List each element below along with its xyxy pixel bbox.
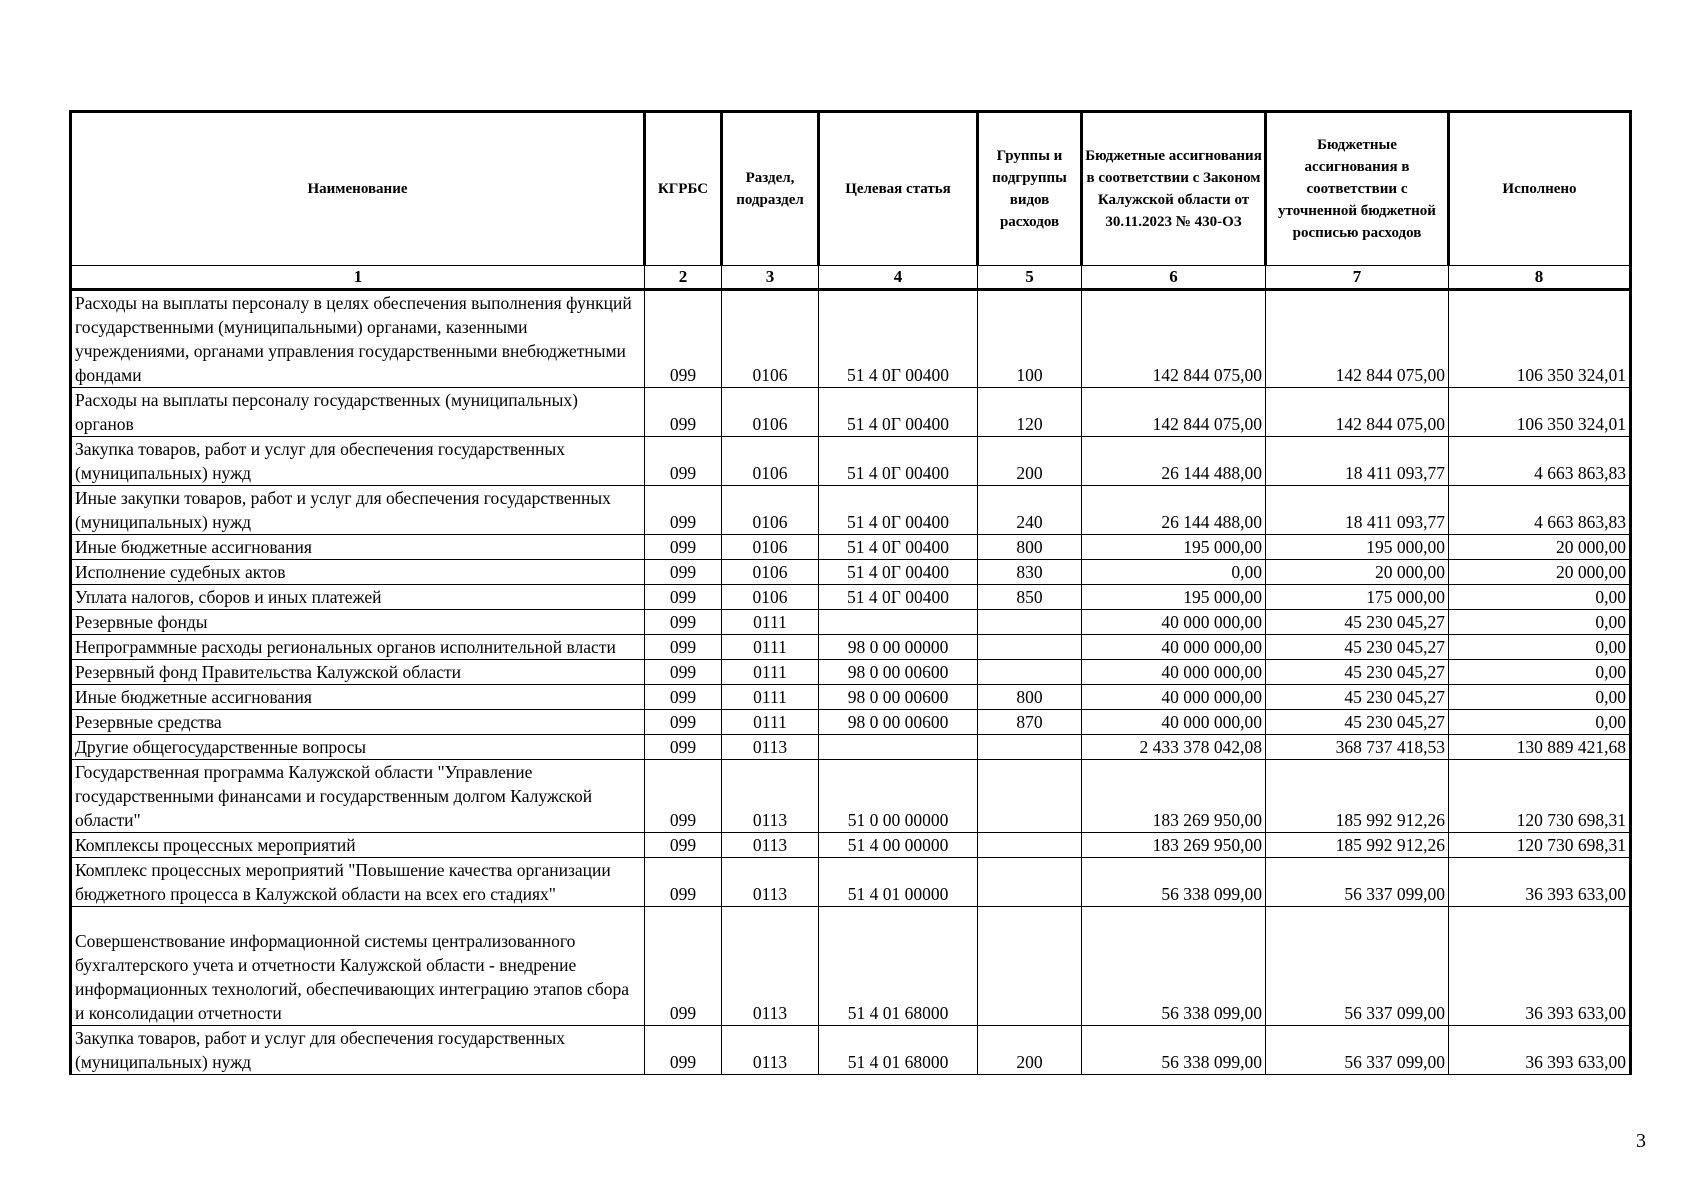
row-law-amount: 40 000 000,00: [1082, 710, 1266, 735]
row-executed-amount: 106 350 324,01: [1449, 290, 1631, 388]
row-law-amount: 40 000 000,00: [1082, 685, 1266, 710]
row-section: 0106: [722, 585, 819, 610]
row-section: 0113: [722, 858, 819, 907]
table-row: [71, 486, 1631, 535]
row-kgrbs: 099: [645, 610, 722, 635]
table-row: [71, 833, 1631, 858]
row-executed-amount: 36 393 633,00: [1449, 907, 1631, 1026]
row-executed-amount: 0,00: [1449, 585, 1631, 610]
header-target: Целевая статья: [819, 112, 978, 266]
row-section: 0106: [722, 388, 819, 437]
table-row: [71, 560, 1631, 585]
row-name: Расходы на выплаты персоналу в целях обеспечения выполнения функций государственными (муниципальными) органами, казенными учреждениями, органами управления государственными внебюджетными фондами: [71, 290, 645, 388]
row-section: 0106: [722, 290, 819, 388]
row-group: 830: [978, 560, 1082, 585]
header-row: [71, 112, 1631, 266]
row-law-amount: 0,00: [1082, 560, 1266, 585]
row-name: Непрограммные расходы региональных органов исполнительной власти: [71, 635, 645, 660]
row-executed-amount: 4 663 863,83: [1449, 486, 1631, 535]
row-law-amount: 2 433 378 042,08: [1082, 735, 1266, 760]
row-refined-amount: 142 844 075,00: [1266, 290, 1449, 388]
table-row: [71, 585, 1631, 610]
row-target: 51 4 01 68000: [819, 1026, 978, 1075]
row-group: 850: [978, 585, 1082, 610]
row-law-amount: 40 000 000,00: [1082, 610, 1266, 635]
row-kgrbs: 099: [645, 710, 722, 735]
row-law-amount: 142 844 075,00: [1082, 388, 1266, 437]
header-law: Бюджетные ассигнования в соответствии с Законом Калужской области от 30.11.2023 № 430-ОЗ: [1082, 112, 1266, 266]
column-number-row: [71, 266, 1631, 290]
table-body: [71, 290, 1631, 1075]
row-refined-amount: 18 411 093,77: [1266, 486, 1449, 535]
row-kgrbs: 099: [645, 535, 722, 560]
column-number: 1: [71, 266, 645, 290]
row-kgrbs: 099: [645, 760, 722, 833]
row-executed-amount: 120 730 698,31: [1449, 760, 1631, 833]
row-name: Расходы на выплаты персоналу государственных (муниципальных) органов: [71, 388, 645, 437]
row-name: Иные бюджетные ассигнования: [71, 685, 645, 710]
row-section: 0111: [722, 610, 819, 635]
row-section: 0106: [722, 535, 819, 560]
table-row: [71, 685, 1631, 710]
column-number: 3: [722, 266, 819, 290]
row-name: Исполнение судебных актов: [71, 560, 645, 585]
table-row: [71, 907, 1631, 1026]
row-refined-amount: 142 844 075,00: [1266, 388, 1449, 437]
row-target: 51 4 0Г 00400: [819, 437, 978, 486]
row-group: [978, 635, 1082, 660]
table-row: [71, 710, 1631, 735]
row-executed-amount: 0,00: [1449, 660, 1631, 685]
row-group: [978, 610, 1082, 635]
header-executed: Исполнено: [1449, 112, 1631, 266]
row-refined-amount: 45 230 045,27: [1266, 710, 1449, 735]
row-target: 98 0 00 00000: [819, 635, 978, 660]
row-group: 120: [978, 388, 1082, 437]
row-executed-amount: 0,00: [1449, 635, 1631, 660]
row-law-amount: 195 000,00: [1082, 585, 1266, 610]
row-name: Уплата налогов, сборов и иных платежей: [71, 585, 645, 610]
table-row: [71, 290, 1631, 388]
row-kgrbs: 099: [645, 858, 722, 907]
row-law-amount: 40 000 000,00: [1082, 635, 1266, 660]
row-refined-amount: 368 737 418,53: [1266, 735, 1449, 760]
row-name: Иные закупки товаров, работ и услуг для обеспечения государственных (муниципальных) нужд: [71, 486, 645, 535]
row-refined-amount: 56 337 099,00: [1266, 1026, 1449, 1075]
row-executed-amount: 0,00: [1449, 610, 1631, 635]
row-law-amount: 26 144 488,00: [1082, 486, 1266, 535]
table-row: [71, 535, 1631, 560]
row-refined-amount: 56 337 099,00: [1266, 907, 1449, 1026]
row-law-amount: 40 000 000,00: [1082, 660, 1266, 685]
row-executed-amount: 20 000,00: [1449, 535, 1631, 560]
row-executed-amount: 20 000,00: [1449, 560, 1631, 585]
row-section: 0106: [722, 560, 819, 585]
row-group: 240: [978, 486, 1082, 535]
column-number: 4: [819, 266, 978, 290]
row-group: [978, 907, 1082, 1026]
table-row: [71, 760, 1631, 833]
row-refined-amount: 56 337 099,00: [1266, 858, 1449, 907]
row-name: Резервные фонды: [71, 610, 645, 635]
row-executed-amount: 0,00: [1449, 685, 1631, 710]
row-name: Другие общегосударственные вопросы: [71, 735, 645, 760]
row-executed-amount: 36 393 633,00: [1449, 858, 1631, 907]
row-kgrbs: 099: [645, 388, 722, 437]
row-group: [978, 660, 1082, 685]
header-group: Группы и подгруппы видов расходов: [978, 112, 1082, 266]
table-row: [71, 388, 1631, 437]
row-group: [978, 858, 1082, 907]
table-row: [71, 660, 1631, 685]
row-kgrbs: 099: [645, 735, 722, 760]
row-section: 0113: [722, 1026, 819, 1075]
row-name: Резервный фонд Правительства Калужской области: [71, 660, 645, 685]
row-target: 98 0 00 00600: [819, 710, 978, 735]
row-refined-amount: 185 992 912,26: [1266, 833, 1449, 858]
row-kgrbs: 099: [645, 907, 722, 1026]
row-refined-amount: 45 230 045,27: [1266, 635, 1449, 660]
row-executed-amount: 4 663 863,83: [1449, 437, 1631, 486]
row-name: Комплексы процессных мероприятий: [71, 833, 645, 858]
header-kgrbs: КГРБС: [645, 112, 722, 266]
row-target: 51 0 00 00000: [819, 760, 978, 833]
row-target: 51 4 0Г 00400: [819, 535, 978, 560]
row-refined-amount: 45 230 045,27: [1266, 685, 1449, 710]
table-row: [71, 635, 1631, 660]
row-refined-amount: 195 000,00: [1266, 535, 1449, 560]
row-group: 200: [978, 1026, 1082, 1075]
row-kgrbs: 099: [645, 635, 722, 660]
row-name: Государственная программа Калужской области "Управление государственными финансами и государственным долгом Калужской области": [71, 760, 645, 833]
table-row: [71, 1026, 1631, 1075]
row-executed-amount: 130 889 421,68: [1449, 735, 1631, 760]
row-refined-amount: 185 992 912,26: [1266, 760, 1449, 833]
row-kgrbs: 099: [645, 486, 722, 535]
header-refined: Бюджетные ассигнования в соответствии с уточненной бюджетной росписью расходов: [1266, 112, 1449, 266]
row-name: Комплекс процессных мероприятий "Повышение качества организации бюджетного процесса в Калужской области на всех его стадиях": [71, 858, 645, 907]
column-number: 5: [978, 266, 1082, 290]
column-number: 7: [1266, 266, 1449, 290]
row-executed-amount: 0,00: [1449, 710, 1631, 735]
row-name: Иные бюджетные ассигнования: [71, 535, 645, 560]
row-group: [978, 833, 1082, 858]
row-section: 0111: [722, 685, 819, 710]
row-law-amount: 142 844 075,00: [1082, 290, 1266, 388]
table-row: [71, 735, 1631, 760]
row-section: 0113: [722, 907, 819, 1026]
row-refined-amount: 20 000,00: [1266, 560, 1449, 585]
row-target: 98 0 00 00600: [819, 685, 978, 710]
row-kgrbs: 099: [645, 833, 722, 858]
table-row: [71, 610, 1631, 635]
row-target: 51 4 01 00000: [819, 858, 978, 907]
row-group: 870: [978, 710, 1082, 735]
row-section: 0111: [722, 660, 819, 685]
row-group: 800: [978, 535, 1082, 560]
row-executed-amount: 106 350 324,01: [1449, 388, 1631, 437]
row-name: Закупка товаров, работ и услуг для обеспечения государственных (муниципальных) нужд: [71, 437, 645, 486]
header-section: Раздел, подраздел: [722, 112, 819, 266]
row-kgrbs: 099: [645, 290, 722, 388]
row-law-amount: 26 144 488,00: [1082, 437, 1266, 486]
row-section: 0111: [722, 710, 819, 735]
row-target: 51 4 0Г 00400: [819, 290, 978, 388]
row-name: Резервные средства: [71, 710, 645, 735]
row-kgrbs: 099: [645, 437, 722, 486]
row-name: Совершенствование информационной системы централизованного бухгалтерского учета и отчетности Калужской области - внедрение информационных технологий, обеспечивающих интеграцию этапов сбора и консолидации отчетности: [71, 907, 645, 1026]
table-row: [71, 437, 1631, 486]
column-number: 2: [645, 266, 722, 290]
row-target: 51 4 0Г 00400: [819, 486, 978, 535]
row-law-amount: 56 338 099,00: [1082, 1026, 1266, 1075]
row-target: 51 4 0Г 00400: [819, 585, 978, 610]
row-target: 51 4 01 68000: [819, 907, 978, 1026]
header-name: Наименование: [71, 112, 645, 266]
row-target: 51 4 0Г 00400: [819, 388, 978, 437]
row-target: 51 4 0Г 00400: [819, 560, 978, 585]
row-section: 0113: [722, 735, 819, 760]
row-group: 800: [978, 685, 1082, 710]
row-law-amount: 56 338 099,00: [1082, 907, 1266, 1026]
row-group: 200: [978, 437, 1082, 486]
row-executed-amount: 120 730 698,31: [1449, 833, 1631, 858]
row-section: 0106: [722, 437, 819, 486]
row-target: 98 0 00 00600: [819, 660, 978, 685]
row-kgrbs: 099: [645, 685, 722, 710]
column-number: 8: [1449, 266, 1631, 290]
row-group: [978, 760, 1082, 833]
budget-table: [69, 110, 1632, 1075]
row-executed-amount: 36 393 633,00: [1449, 1026, 1631, 1075]
row-section: 0106: [722, 486, 819, 535]
row-refined-amount: 45 230 045,27: [1266, 610, 1449, 635]
row-law-amount: 183 269 950,00: [1082, 760, 1266, 833]
row-kgrbs: 099: [645, 560, 722, 585]
row-law-amount: 56 338 099,00: [1082, 858, 1266, 907]
row-kgrbs: 099: [645, 585, 722, 610]
row-section: 0113: [722, 760, 819, 833]
row-refined-amount: 45 230 045,27: [1266, 660, 1449, 685]
row-group: 100: [978, 290, 1082, 388]
row-target: [819, 610, 978, 635]
table-row: [71, 858, 1631, 907]
row-target: 51 4 00 00000: [819, 833, 978, 858]
row-target: [819, 735, 978, 760]
column-number: 6: [1082, 266, 1266, 290]
row-section: 0111: [722, 635, 819, 660]
row-kgrbs: 099: [645, 660, 722, 685]
row-section: 0113: [722, 833, 819, 858]
row-refined-amount: 18 411 093,77: [1266, 437, 1449, 486]
row-refined-amount: 175 000,00: [1266, 585, 1449, 610]
row-law-amount: 183 269 950,00: [1082, 833, 1266, 858]
row-law-amount: 195 000,00: [1082, 535, 1266, 560]
page-number: 3: [1636, 1130, 1646, 1152]
row-kgrbs: 099: [645, 1026, 722, 1075]
row-name: Закупка товаров, работ и услуг для обеспечения государственных (муниципальных) нужд: [71, 1026, 645, 1075]
row-group: [978, 735, 1082, 760]
